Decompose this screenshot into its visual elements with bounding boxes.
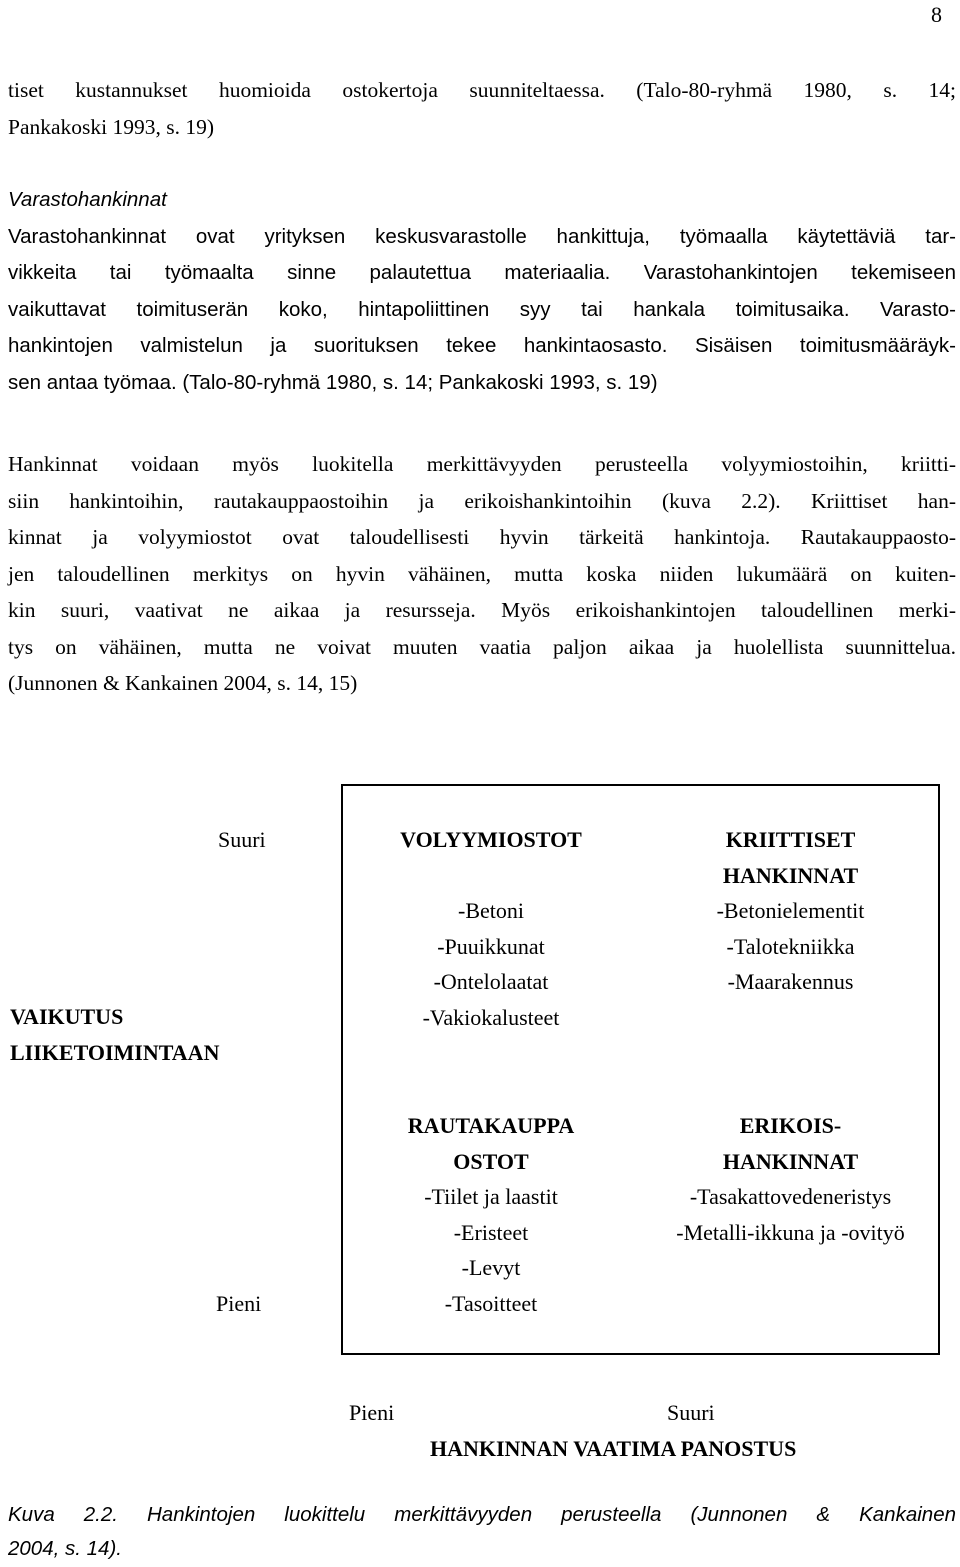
text-line: sen antaa työmaa. (Talo-80-ryhmä 1980, s. 14; Pankakoski 1993, s. 19) [8, 370, 658, 394]
figure-caption [8, 1498, 956, 1566]
text-line: siin hankintoihin, rautakauppaostoihin ja erikoishankintoihin (kuva 2.2). Kriittiset han- [8, 488, 956, 513]
section-heading: Varastohankinnat [8, 188, 167, 211]
quadrant-title: HANKINNAT [722, 862, 859, 888]
text-line: vaikuttavat toimituserän koko, hintapoliittinen syy tai hankala toimitusaika. Varasto- [8, 297, 956, 321]
quadrant-title: KRIITTISET [725, 827, 856, 852]
quadrant-item: -Puuikkunat [437, 933, 545, 959]
text-line: hankintojen valmistelun ja suorituksen tekee hankintaosasto. Sisäisen toimitusmääräyk- [8, 334, 956, 357]
quadrant-item: -Ontelolaatat [433, 969, 549, 994]
text-line: kinnat ja volyymiostot ovat taloudellisesti hyvin tärkeitä hankintoja. Rautakauppaosto- [8, 525, 956, 549]
quadrant-item: -Tasoitteet [444, 1290, 538, 1316]
spacer [341, 858, 641, 894]
quadrant-item: -Tiilet ja laastit [424, 1184, 558, 1209]
quadrant-item: -Tasakattovedeneristys [689, 1184, 892, 1209]
quadrant-title: RAUTAKAUPPA [407, 1113, 575, 1138]
caption-line: Kuva 2.2. Hankintojen luokittelu merkittävyyden perusteella (Junnonen & Kankainen [8, 1503, 956, 1526]
page-number: 8 [931, 2, 942, 27]
text-line: Hankinnat voidaan myös luokitella merkittävyyden perusteella volyymiostoihin, kriitti- [8, 452, 956, 476]
y-axis-title-line: VAIKUTUS [10, 1004, 124, 1029]
x-axis-high-label: Suuri [667, 1400, 715, 1425]
quadrant-item: -Talotekniikka [726, 933, 855, 959]
y-axis-low-label: Pieni [216, 1291, 262, 1316]
quadrant-title: VOLYYMIOSTOT [400, 827, 582, 852]
y-axis-high-label: Suuri [218, 827, 266, 852]
section-varastohankinnat [8, 182, 956, 401]
quadrant-item: -Betonielementit [716, 898, 865, 923]
quadrant-item: -Maarakennus [727, 969, 854, 994]
text-line: tys on vähäinen, mutta ne voivat muuten vaatia paljon aikaa ja huolellista suunnittelua. [8, 634, 956, 659]
paragraph-classification [8, 446, 956, 702]
text-line: kin suuri, vaativat ne aikaa ja resursseja. Myös erikoishankintojen taloudellinen merki- [8, 598, 956, 622]
quadrant-title: OSTOT [453, 1148, 529, 1174]
quadrant-item: -Levyt [461, 1255, 521, 1280]
paragraph-intro [8, 72, 956, 145]
quadrant-item: -Eristeet [453, 1219, 529, 1245]
quadrant-item: -Vakiokalusteet [422, 1004, 560, 1030]
caption-line: 2004, s. 14). [8, 1537, 122, 1560]
y-axis-title-line: LIIKETOIMINTAAN [10, 1039, 220, 1065]
quadrant-item: -Metalli-ikkuna ja -ovityö [676, 1219, 905, 1245]
quadrant-title: ERIKOIS- [739, 1113, 842, 1138]
quadrant-erikoishankinnat [641, 1108, 940, 1250]
text-line: vikkeita tai työmaalta sinne palautettua materiaalia. Varastohankintojen tekemiseen [8, 261, 956, 284]
quadrant-volyymiostot [341, 822, 641, 1035]
text-line: Pankakoski 1993, s. 19) [8, 114, 215, 139]
y-axis-title [10, 999, 219, 1070]
x-axis-title: HANKINNAN VAATIMA PANOSTUS [430, 1436, 797, 1461]
text-line: (Junnonen & Kankainen 2004, s. 14, 15) [8, 671, 358, 695]
text-line: Varastohankinnat ovat yrityksen keskusvarastolle hankittuja, työmaalla käytettäviä tar- [8, 224, 956, 248]
quadrant-rautakauppaostot [341, 1108, 641, 1321]
quadrant-title: HANKINNAT [722, 1148, 859, 1174]
text-line: tiset kustannukset huomioida ostokertoja suunniteltaessa. (Talo-80-ryhmä 1980, s. 14; [8, 78, 956, 102]
quadrant-kriittiset-hankinnat [641, 822, 940, 1000]
quadrant-item: -Betoni [458, 898, 524, 923]
x-axis-low-label: Pieni [349, 1400, 395, 1425]
text-line: jen taloudellinen merkitys on hyvin vähäinen, mutta koska niiden lukumäärä on kuiten- [8, 561, 956, 586]
